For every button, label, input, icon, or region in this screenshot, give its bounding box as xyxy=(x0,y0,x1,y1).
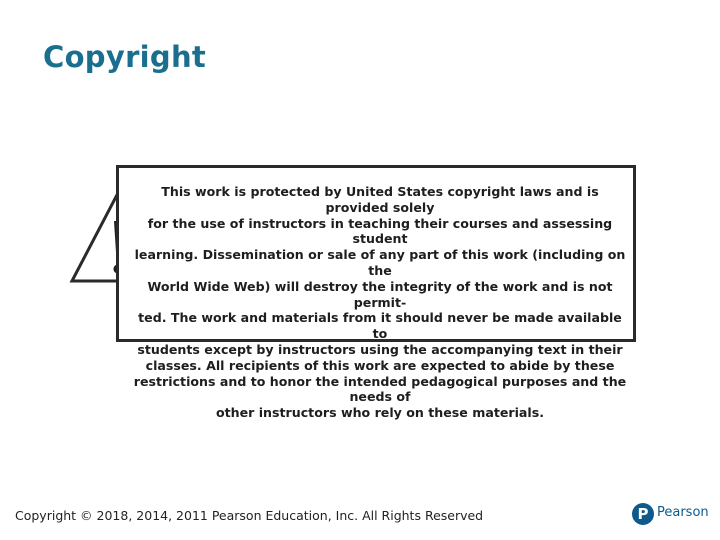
notice-line: This work is protected by United States copyright laws and is provided solely xyxy=(161,184,599,215)
notice-line: World Wide Web) will destroy the integrity of the work and is not permit- xyxy=(147,278,613,310)
footer-copyright: Copyright © 2018, 2014, 2011 Pearson Education, Inc. All Rights Reserved xyxy=(15,508,484,523)
notice-text xyxy=(131,184,629,421)
notice-line: learning. Dissemination or sale of any part of this work (including on the xyxy=(134,247,626,278)
notice-line: ted. The work and materials from it should never be made available to xyxy=(138,310,622,342)
pearson-logo xyxy=(632,503,712,529)
brand-name: Pearson xyxy=(657,505,709,520)
notice-line: students except by instructors using the accompanying text in their xyxy=(137,341,623,357)
copyright-notice-figure xyxy=(67,163,645,421)
pearson-mark-icon: P xyxy=(632,503,654,525)
notice-line: restrictions and to honor the intended pedagogical purposes and the needs of xyxy=(133,373,627,405)
notice-line: for the use of instructors in teaching their courses and assessing student xyxy=(147,215,613,247)
slide-title: Copyright xyxy=(43,40,207,74)
notice-line: other instructors who rely on these materials. xyxy=(215,405,545,421)
notice-line: classes. All recipients of this work are expected to abide by these xyxy=(145,357,615,373)
